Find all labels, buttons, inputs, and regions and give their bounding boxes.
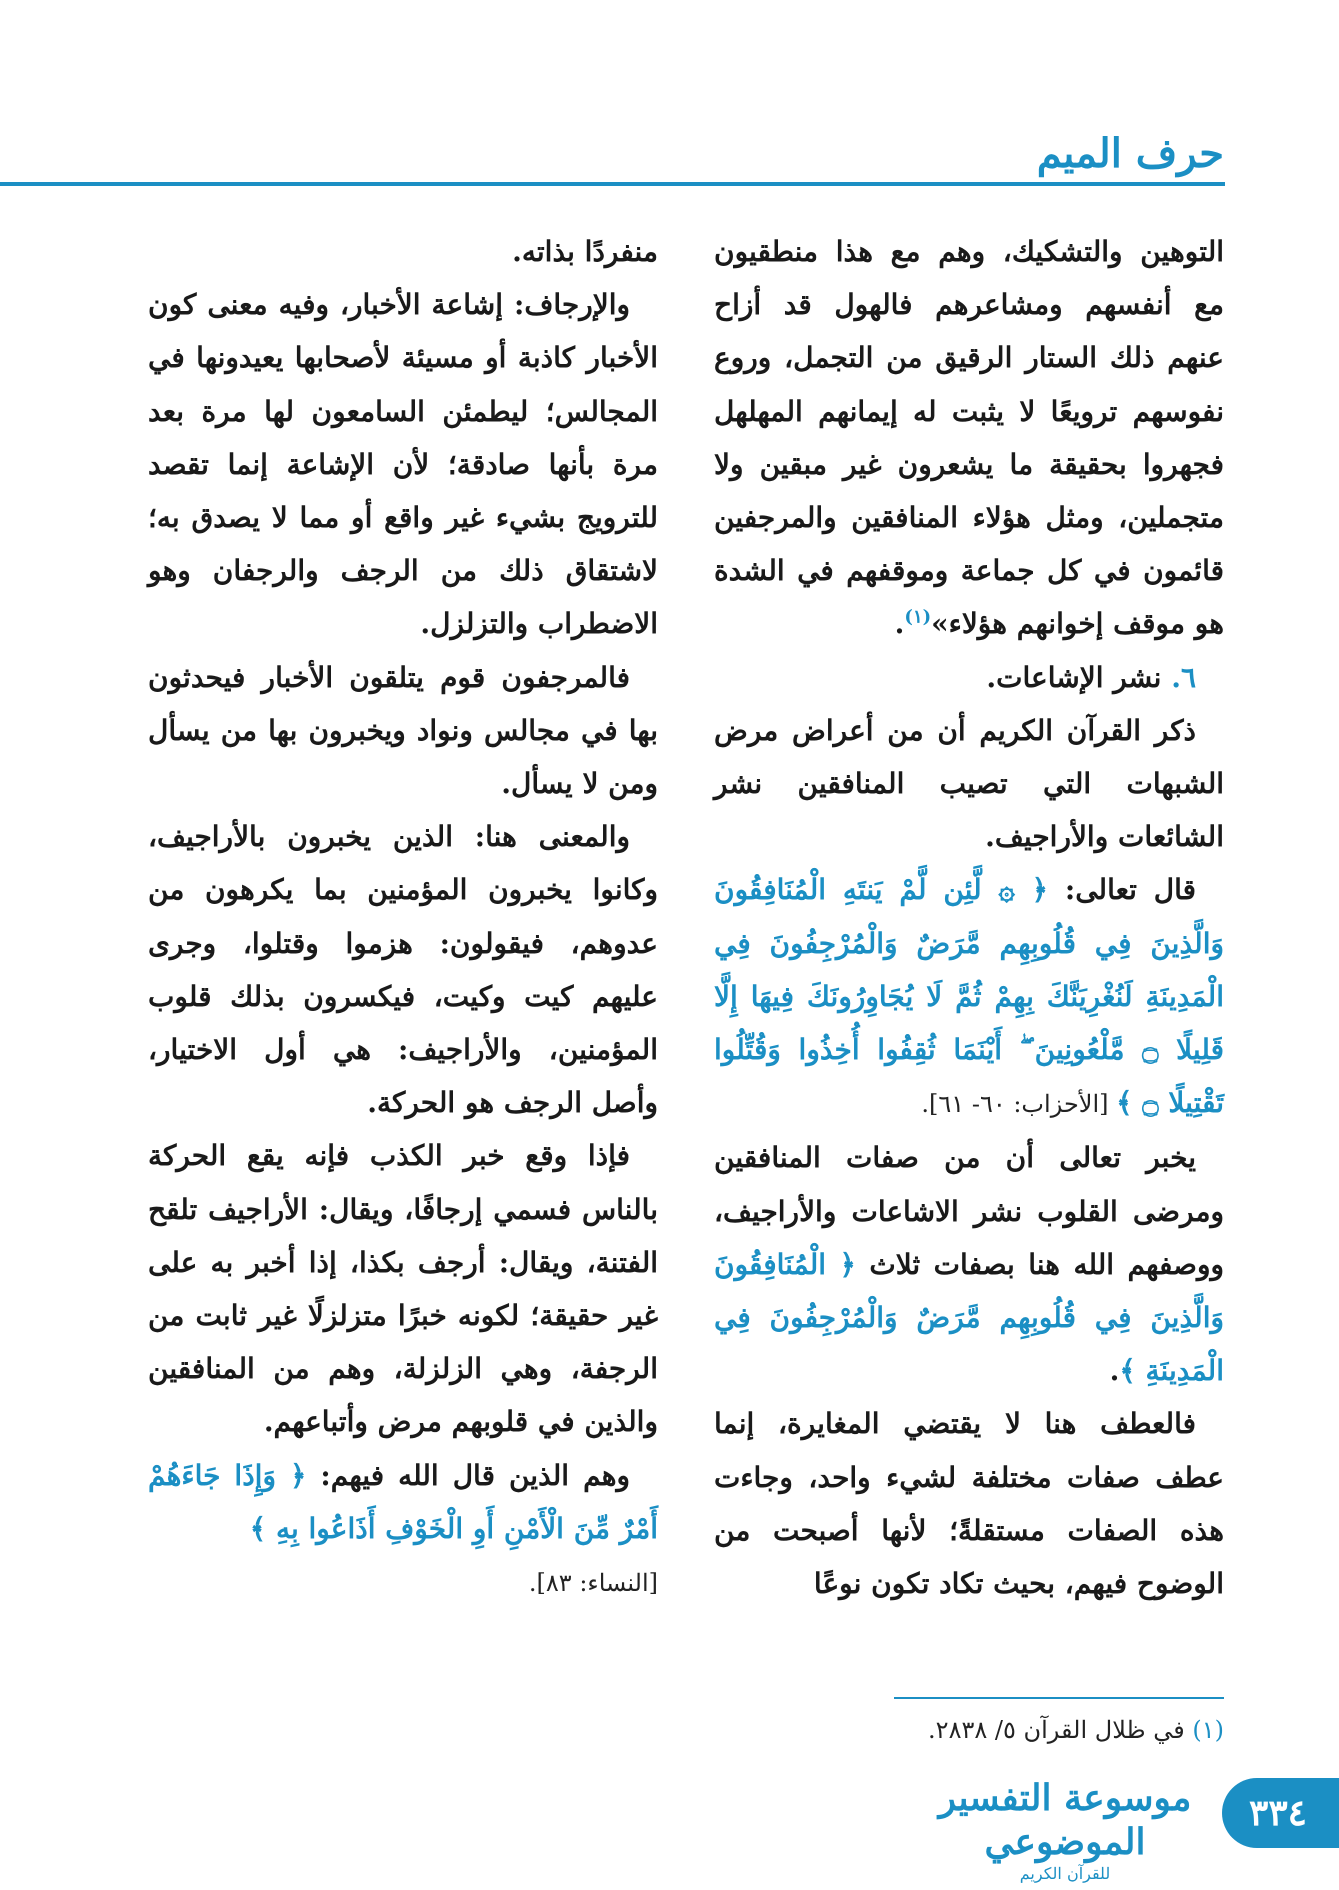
left-column: [148, 225, 658, 1610]
page-number: ٣٣٤: [1249, 1792, 1308, 1834]
paragraph-text: يخبر تعالى أن من صفات المنافقين ومرضى القلوب نشر الاشاعات والأراجيف، ووصفهم الله هنا بصفات ثلاث: [714, 1141, 1225, 1281]
paragraph: والمعنى هنا: الذين يخبرون بالأراجيف، وكانوا يخبرون المؤمنين بما يكرهون من عدوهم، فيقولون: هزموا وقتلوا، وجرى عليهم كيت وكيت، فيكسرون بذلك قلوب المؤمنين، والأراجيف: هي أول الاختيار، وأصل الرجف هو الحركة.: [148, 820, 658, 1120]
paragraph: ذكر القرآن الكريم أن من أعراض مرض الشبهات التي تصيب المنافقين نشر الشائعات والأراجيف.: [714, 713, 1224, 854]
paragraph: [714, 225, 1224, 651]
paragraph-end: .: [894, 607, 905, 641]
section-heading: [714, 651, 1224, 704]
section-heading-text: نشر الإشاعات.: [986, 660, 1172, 694]
verse-reference: [الأحزاب: ٦٠- ٦١].: [921, 1090, 1117, 1119]
verse-reference: [النساء: ٨٣].: [528, 1569, 658, 1598]
paragraph-end: .: [1109, 1354, 1120, 1388]
running-header-title: حرف الميم: [1036, 130, 1224, 177]
right-column: [714, 225, 1224, 1610]
quote-intro: وهم الذين قال الله فيهم:: [306, 1458, 630, 1492]
paragraph: [148, 1449, 658, 1611]
section-number: ٦.: [1171, 660, 1196, 694]
footnote-number: (١): [1192, 1716, 1224, 1744]
quran-verse: ﴿ ۞ لَّئِن لَّمْ يَنتَهِ الْمُنَافِقُونَ وَالَّذِينَ فِي قُلُوبِهِم مَّرَضٌ وَالْمُرْجِفُونَ فِي الْمَدِينَةِ لَنُغْرِيَنَّكَ بِهِمْ ثُمَّ لَا يُجَاوِرُونَكَ فِيهَا إِلَّا قَلِيلًا ۝ مَّلْعُونِينَ ۖ أَيْنَمَا ثُقِفُوا أُخِذُوا وَقُتِّلُوا تَقْتِيلًا ۝ ﴾: [714, 873, 1224, 1120]
footnote: [928, 1716, 1224, 1744]
encyclopedia-logo: [930, 1776, 1200, 1884]
page-number-badge: [1222, 1778, 1339, 1848]
logo-title: موسوعة التفسير الموضوعي: [938, 1777, 1192, 1863]
quote-intro: قال تعالى:: [1048, 873, 1196, 907]
header-rule: [0, 182, 1225, 186]
footnote-text: في ظلال القرآن ٥/ ٢٨٣٨.: [928, 1716, 1193, 1744]
quran-verse: ﴿ الْمُنَافِقُونَ وَالَّذِينَ فِي قُلُوبِهِم مَّرَضٌ وَالْمُرْجِفُونَ فِي الْمَدِينَةِ ﴾: [714, 1247, 1224, 1388]
paragraph: فالعطف هنا لا يقتضي المغايرة، إنما عطف صفات مختلفة لشيء واحد، وجاءت هذه الصفات مستقلةً؛ لأنها أصبحت من الوضوح فيهم، بحيث تكاد تكون نوعًا: [714, 1407, 1224, 1601]
paragraph: [714, 863, 1224, 1131]
logo-subtitle: للقرآن الكريم: [1019, 1864, 1111, 1883]
quran-verse: ﴿ وَإِذَا جَاءَهُمْ أَمْرٌ مِّنَ الْأَمْنِ أَوِ الْخَوْفِ أَذَاعُوا بِهِ ﴾: [148, 1458, 658, 1545]
paragraph: فالمرجفون قوم يتلقون الأخبار فيحدثون بها في مجالس ونواد ويخبرون بها من يسأل ومن لا يسأل.: [148, 660, 658, 801]
paragraph: [714, 1131, 1224, 1397]
paragraph: فإذا وقع خبر الكذب فإنه يقع الحركة بالناس فسمي إرجافًا، ويقال: الأراجيف تلقح الفتنة، ويقال: أرجف بكذا، إذا أخبر به على غير حقيقة؛ لكونه خبرًا متزلزلًا غير ثابت من الرجفة، وهي الزلزلة، وهم من المنافقين والذين في قلوبهم مرض وأتباعهم.: [148, 1139, 658, 1439]
paragraph: منفردًا بذاته.: [512, 235, 658, 268]
paragraph: والإرجاف: إشاعة الأخبار، وفيه معنى كون الأخبار كاذبة أو مسيئة لأصحابها يعيدونها في المجالس؛ ليطمئن السامعون لها مرة بعد مرة بأنها صادقة؛ لأن الإشاعة إنما تقصد للترويج بشيء غير واقع أو مما لا يصدق به؛ لاشتقاق ذلك من الرجف والرجفان وهو الاضطراب والتزلزل.: [148, 288, 658, 641]
paragraph-text: التوهين والتشكيك، وهم مع هذا منطقيون مع أنفسهم ومشاعرهم فالهول قد أزاح عنهم ذلك الستار الرقيق من التجمل، وروع نفوسهم ترويعًا لا يثبت له إيمانهم المهلهل فجهروا بحقيقة ما يشعرون غير مبقين ولا متجملين، ومثل هؤلاء المنافقين والمرجفين قائمون في كل جماعة وموقفهم في الشدة هو موقف إخوانهم هؤلاء»: [714, 235, 1224, 641]
footnote-rule: [894, 1697, 1224, 1699]
footnote-ref[interactable]: (١): [904, 607, 932, 629]
